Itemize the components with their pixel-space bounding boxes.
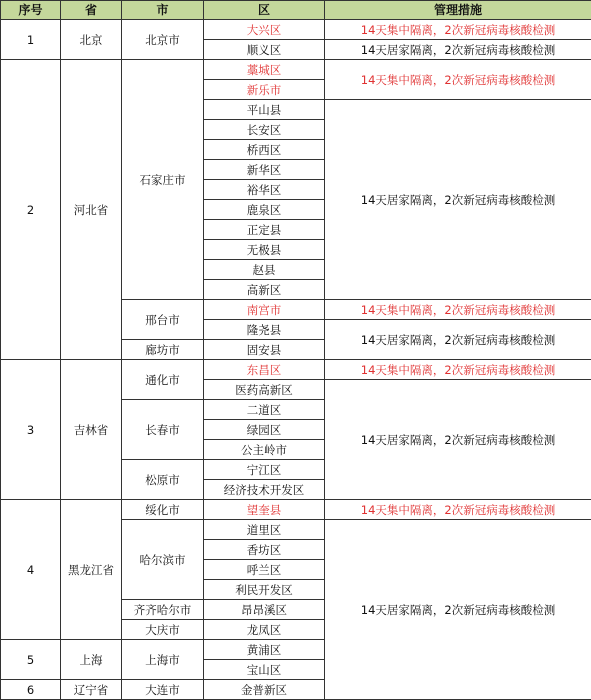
- city-cell: 哈尔滨市: [122, 520, 204, 600]
- city-cell: 上海市: [122, 640, 204, 680]
- measure-cell: 14天居家隔离，2次新冠病毒核酸检测: [325, 380, 591, 500]
- index-cell: 4: [1, 500, 61, 640]
- index-cell: 5: [1, 640, 61, 680]
- district-cell: 裕华区: [204, 180, 325, 200]
- district-cell: 公主岭市: [204, 440, 325, 460]
- province-cell: 北京: [61, 20, 122, 60]
- province-cell: 上海: [61, 640, 122, 680]
- province-cell: 河北省: [61, 60, 122, 360]
- district-cell: 香坊区: [204, 540, 325, 560]
- district-cell: 经济技术开发区: [204, 480, 325, 500]
- measure-cell: 14天居家隔离，2次新冠病毒核酸检测: [325, 320, 591, 360]
- district-cell: 新乐市: [204, 80, 325, 100]
- index-cell: 3: [1, 360, 61, 500]
- district-cell: 平山县: [204, 100, 325, 120]
- index-cell: 6: [1, 680, 61, 700]
- city-cell: 北京市: [122, 20, 204, 60]
- index-cell: 1: [1, 20, 61, 60]
- city-cell: 邢台市: [122, 300, 204, 340]
- district-cell: 隆尧县: [204, 320, 325, 340]
- header-row: [1, 1, 591, 20]
- table-row: [1, 60, 591, 80]
- measure-cell: 14天居家隔离，2次新冠病毒核酸检测: [325, 100, 591, 300]
- district-cell: 南宫市: [204, 300, 325, 320]
- province-cell: 黑龙江省: [61, 500, 122, 640]
- district-cell: 固安县: [204, 340, 325, 360]
- header-index: 序号: [1, 1, 61, 20]
- index-cell: 2: [1, 60, 61, 360]
- city-cell: 长春市: [122, 400, 204, 460]
- district-cell: 呼兰区: [204, 560, 325, 580]
- city-cell: 松原市: [122, 460, 204, 500]
- table-row: [1, 500, 591, 520]
- city-cell: 齐齐哈尔市: [122, 600, 204, 620]
- district-cell: 鹿泉区: [204, 200, 325, 220]
- district-cell: 道里区: [204, 520, 325, 540]
- city-cell: 绥化市: [122, 500, 204, 520]
- measure-cell: 14天居家隔离，2次新冠病毒核酸检测: [325, 40, 591, 60]
- header-city: 市: [122, 1, 204, 20]
- district-cell: 宝山区: [204, 660, 325, 680]
- district-cell: 长安区: [204, 120, 325, 140]
- district-cell: 医药高新区: [204, 380, 325, 400]
- measure-cell: 14天居家隔离，2次新冠病毒核酸检测: [325, 520, 591, 700]
- district-cell: 昂昂溪区: [204, 600, 325, 620]
- district-cell: 正定县: [204, 220, 325, 240]
- province-cell: 辽宁省: [61, 680, 122, 700]
- measure-cell: 14天集中隔离，2次新冠病毒核酸检测: [325, 60, 591, 100]
- district-cell: 东昌区: [204, 360, 325, 380]
- measure-cell: 14天集中隔离，2次新冠病毒核酸检测: [325, 300, 591, 320]
- district-cell: 高新区: [204, 280, 325, 300]
- district-cell: 新华区: [204, 160, 325, 180]
- district-cell: 顺义区: [204, 40, 325, 60]
- district-cell: 藁城区: [204, 60, 325, 80]
- city-cell: 大连市: [122, 680, 204, 700]
- district-cell: 赵县: [204, 260, 325, 280]
- district-cell: 龙凤区: [204, 620, 325, 640]
- measure-cell: 14天集中隔离，2次新冠病毒核酸检测: [325, 360, 591, 380]
- header-district: 区: [204, 1, 325, 20]
- measure-cell: 14天集中隔离，2次新冠病毒核酸检测: [325, 500, 591, 520]
- district-cell: 望奎县: [204, 500, 325, 520]
- district-cell: 黄浦区: [204, 640, 325, 660]
- table-row: [1, 20, 591, 40]
- city-cell: 通化市: [122, 360, 204, 400]
- district-cell: 桥西区: [204, 140, 325, 160]
- district-cell: 绿园区: [204, 420, 325, 440]
- district-cell: 利民开发区: [204, 580, 325, 600]
- district-cell: 无极县: [204, 240, 325, 260]
- header-province: 省: [61, 1, 122, 20]
- district-cell: 大兴区: [204, 20, 325, 40]
- city-cell: 石家庄市: [122, 60, 204, 300]
- table-row: [1, 360, 591, 380]
- district-cell: 二道区: [204, 400, 325, 420]
- province-cell: 吉林省: [61, 360, 122, 500]
- measure-cell: 14天集中隔离，2次新冠病毒核酸检测: [325, 20, 591, 40]
- district-cell: 金普新区: [204, 680, 325, 700]
- city-cell: 廊坊市: [122, 340, 204, 360]
- district-cell: 宁江区: [204, 460, 325, 480]
- city-cell: 大庆市: [122, 620, 204, 640]
- header-measure: 管理措施: [325, 1, 591, 20]
